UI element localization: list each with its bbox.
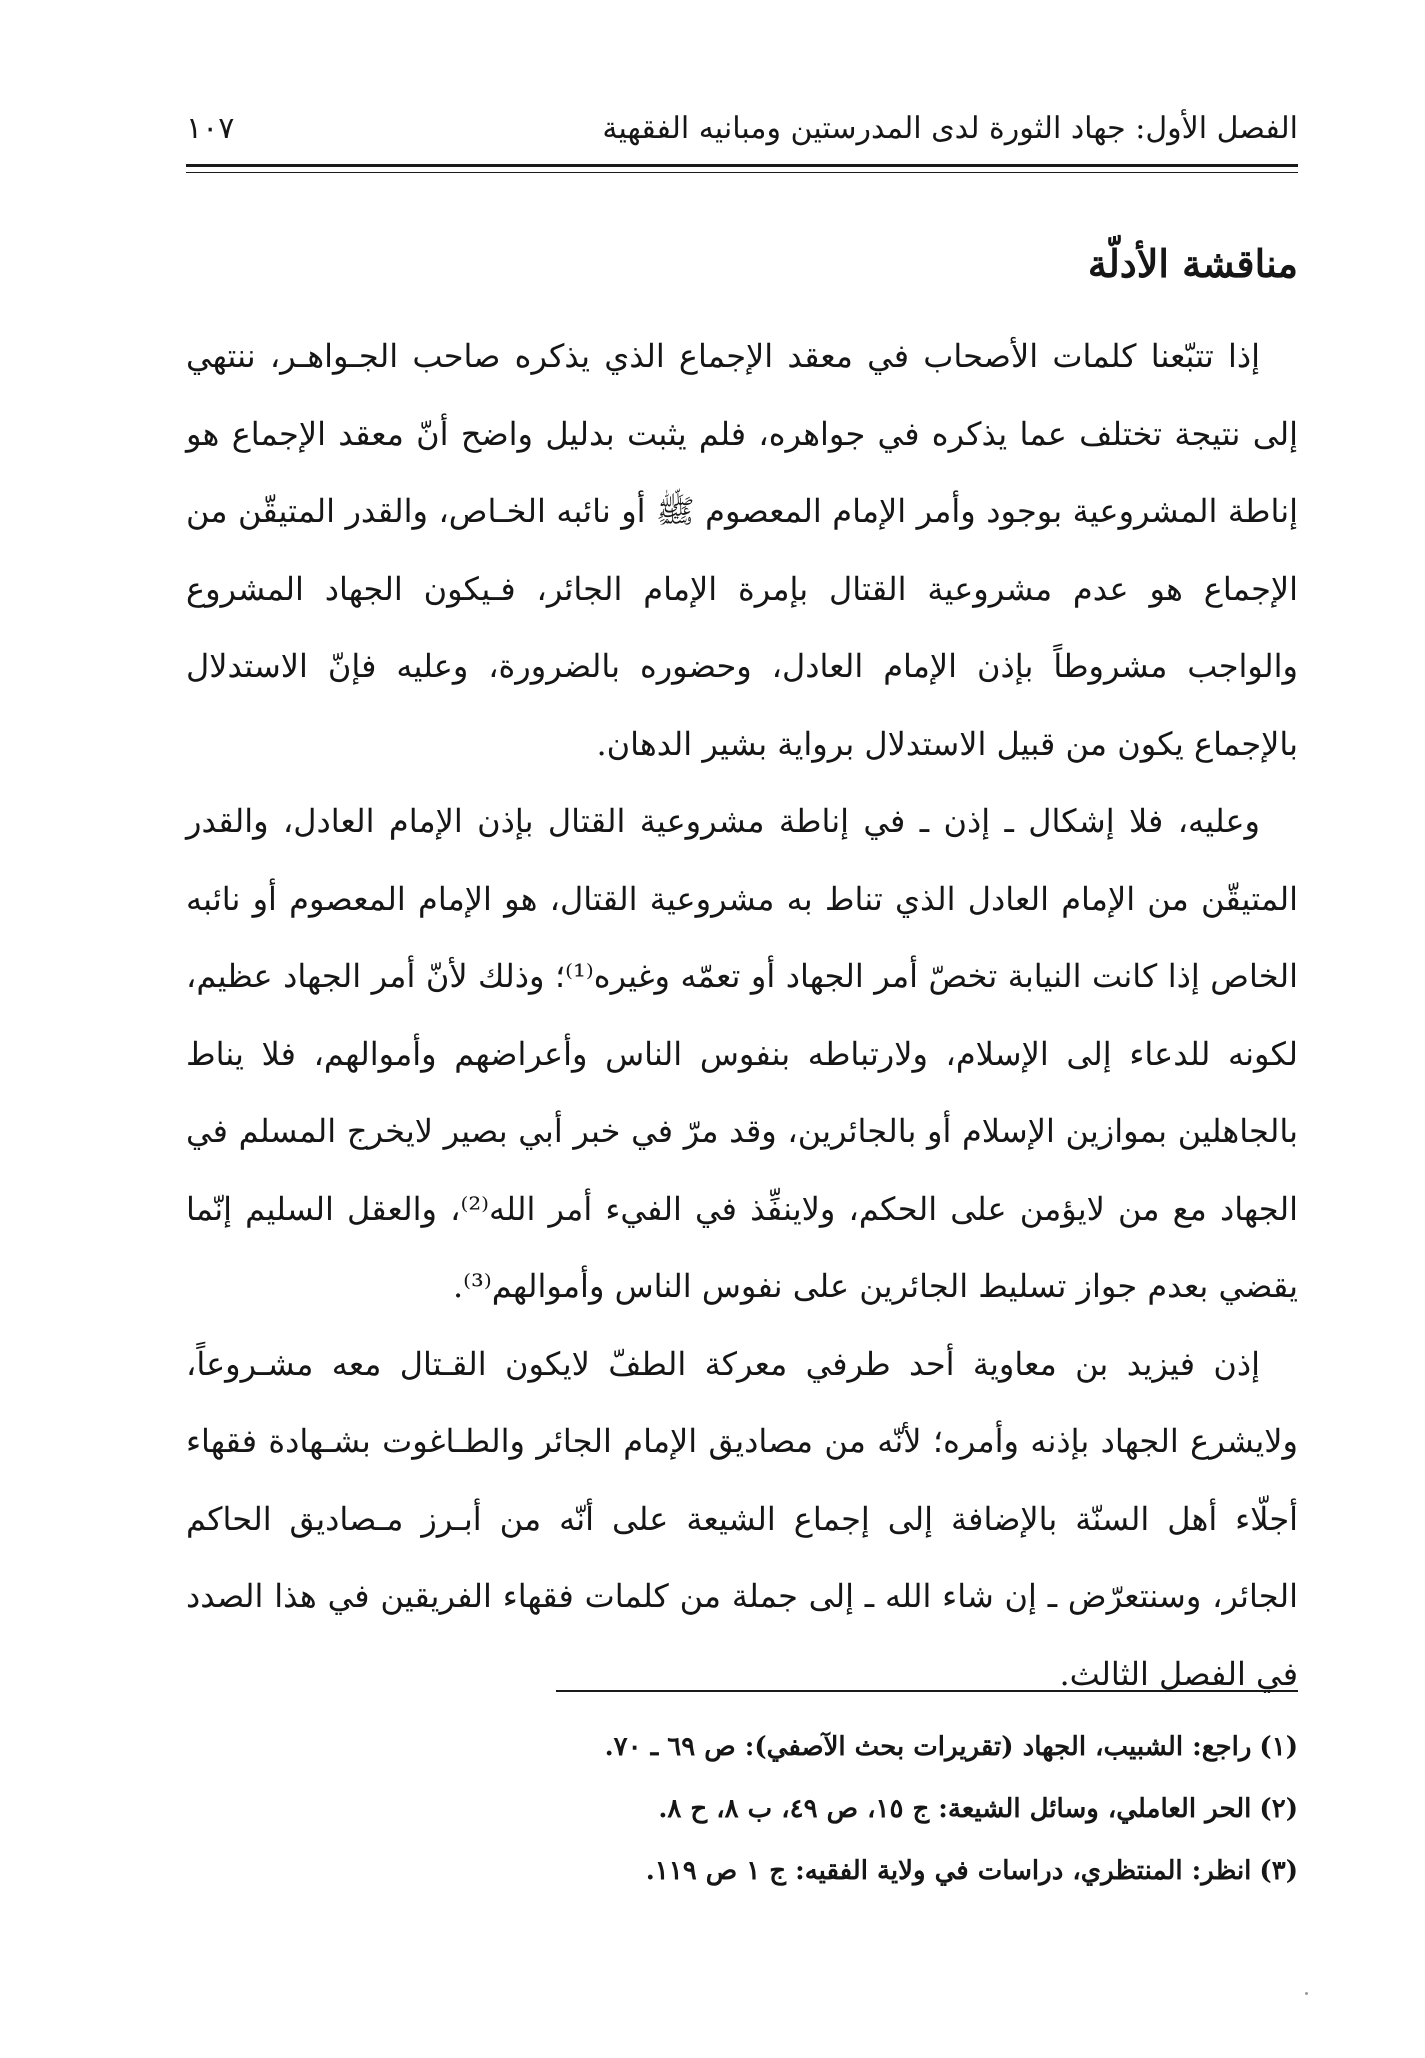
footnotes xyxy=(186,1716,1298,1902)
running-title: الفصل الأول: جهاد الثورة لدى المدرستين ومبانيه الفقهية xyxy=(602,111,1298,146)
footnote-number: (١) xyxy=(1259,1732,1298,1762)
footnote xyxy=(186,1778,1298,1840)
footnote-text: انظر: المنتظري، دراسات في ولاية الفقيه: ج ١ ص ١١٩. xyxy=(645,1856,1252,1886)
header-rule-thin xyxy=(186,172,1298,173)
footnote xyxy=(186,1716,1298,1778)
running-header xyxy=(186,104,1298,164)
scan-speck xyxy=(1305,1992,1308,1995)
header-rule-thick xyxy=(186,164,1298,167)
paragraph: إذا تتبّعنا كلمات الأصحاب في معقد الإجماع الذي يذكره صاحب الجـواهـر، ننتهي إلى نتيجة تختلف عما يذكره في جواهره، فلم يثبت بدليل واضح أنّ معقد الإجماع هو إناطة المشروعية بوجود وأمر الإمام المعصوم ﷺ أو نائبه الخـاص، والقدر المتيقّن من الإجماع هو عدم مشروعية القتال بإمرة الإمام الجائر، فـيكون الجهاد المشروع والواجب مشروطاً بإذن الإمام العادل، وحضوره بالضرورة، وعليه فإنّ الاستدلال بالإجماع يكون من قبيل الاستدلال برواية بشير الدهان. xyxy=(186,337,1299,763)
section-heading: مناقشة الأدلّة xyxy=(1087,241,1298,286)
footnote-number: (٣) xyxy=(1259,1856,1298,1886)
footnote xyxy=(186,1840,1298,1902)
footnote-text: الحر العاملي، وسائل الشيعة: ج ١٥، ص ٤٩، ب ٨، ح ٨. xyxy=(658,1794,1252,1824)
footnote-text: راجع: الشبيب، الجهاد (تقريرات بحث الآصفي): ص ٦٩ ـ ٧٠. xyxy=(604,1732,1252,1762)
paragraph: وعليه، فلا إشكال ـ إذن ـ في إناطة مشروعية القتال بإذن الإمام العادل، والقدر المتيقّن من الإمام العادل الذي تناط به مشروعية القتال، هو الإمام المعصوم أو نائبه الخاص إذا كانت النيابة تخصّ أمر الجهاد أو تعمّه وغيره⁽¹⁾؛ وذلك لأنّ أمر الجهاد عظيم، لكونه للدعاء إلى الإسلام، ولارتباطه بنفوس الناس وأعراضهم وأموالهم، فلا يناط بالجاهلين بموازين الإسلام أو بالجائرين، وقد مرّ في خبر أبي بصير لايخرج المسلم في الجهاد مع من لايؤمن على الحكم، ولاينفِّذ في الفيء أمر الله⁽²⁾، والعقل السليم إنّما يقضي بعدم جواز تسليط الجائرين على نفوس الناس وأموالهم⁽³⁾. xyxy=(186,802,1299,1305)
body-text xyxy=(186,318,1298,1713)
footnote-number: (٢) xyxy=(1259,1794,1298,1824)
footnote-separator xyxy=(556,1690,1298,1692)
paragraph: إذن فيزيد بن معاوية أحد طرفي معركة الطفّ لايكون القـتال معه مشـروعاً، ولايشرع الجهاد بإذنه وأمره؛ لأنّه من مصاديق الإمام الجائر والطـاغوت بشـهادة فقهاء أجلّاء أهل السنّة بالإضافة إلى إجماع الشيعة على أنّه من أبـرز مـصاديق الحاكم الجائر، وسنتعرّض ـ إن شاء الله ـ إلى جملة من كلمات فقهاء الفريقين في هذا الصدد في الفصل الثالث. xyxy=(186,1344,1299,1693)
page-number: ١٠٧ xyxy=(186,111,235,146)
